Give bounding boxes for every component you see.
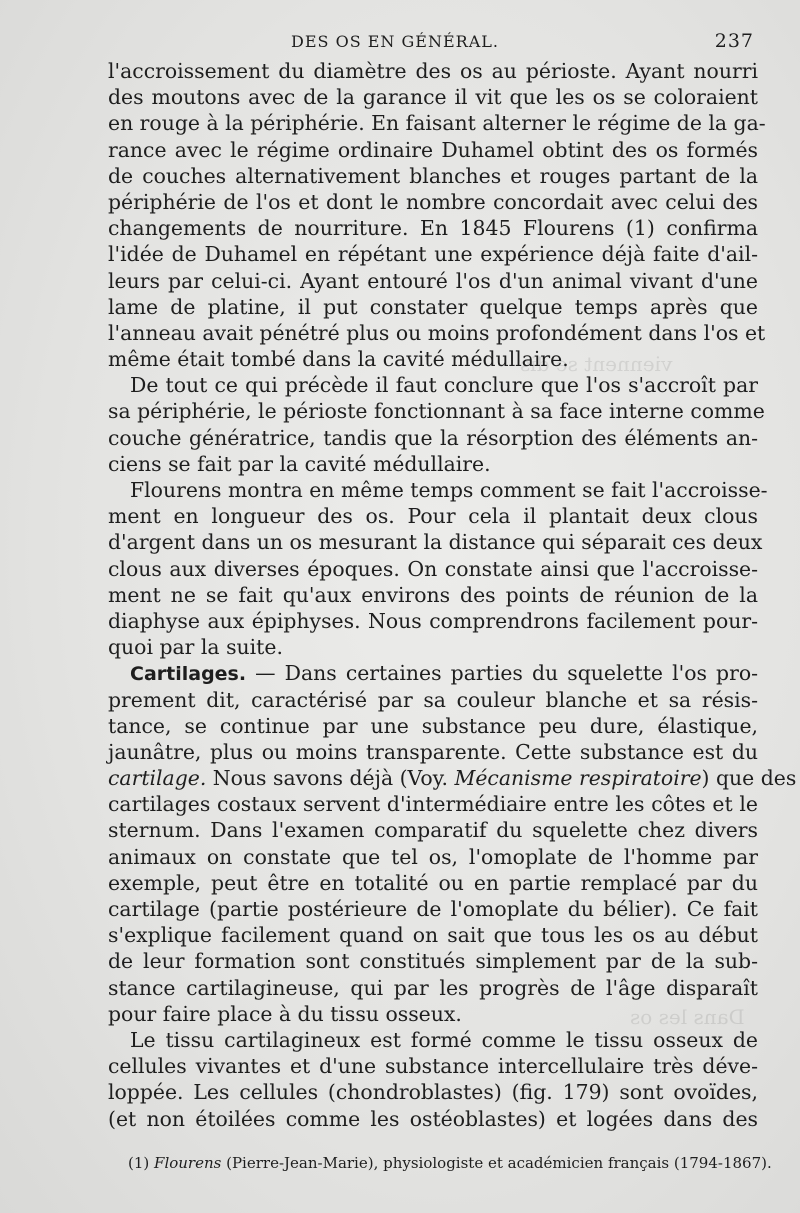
body-text [108, 58, 797, 1132]
footnote-name: Flourens [154, 1154, 222, 1172]
running-header [0, 32, 800, 56]
cross-reference-title: Mécanisme respiratoire [454, 766, 702, 791]
text-line: périphérie de l'os et dont le nombre concordait avec celui des [108, 189, 758, 214]
text-line: (et non étoilées comme les ostéoblastes) et logées dans des [108, 1106, 758, 1131]
page-number: 237 [714, 30, 754, 52]
text-line: De tout ce qui précède il faut conclure que l'os s'accroît par [130, 373, 758, 398]
text-line: pour faire place à du tissu osseux. [108, 1001, 462, 1026]
text-line [108, 765, 797, 791]
text-line: animaux on constate que tel os, l'omoplate de l'homme par [108, 844, 758, 869]
italic-term: cartilage. [108, 766, 207, 791]
text-line: stance cartilagineuse, qui par les progrès de l'âge disparaît [108, 975, 758, 1000]
text-span: ) que des [701, 766, 797, 791]
text-line: leurs par celui-ci. Ayant entouré l'os d'un animal vivant d'une [108, 268, 758, 293]
text-line: l'idée de Duhamel en répétant une expérience déjà faite d'ail- [108, 242, 758, 267]
running-title: DES OS EN GÉNÉRAL. [291, 32, 499, 51]
text-line: l'accroissement du diamètre des os au périoste. Ayant nourri [108, 59, 758, 83]
text-line: Flourens montra en même temps comment se fait l'accroisse- [130, 478, 768, 502]
text-line: cellules vivantes et d'une substance intercellulaire très déve- [108, 1054, 758, 1079]
text-line: des moutons avec de la garance il vit que les os se coloraient [108, 85, 758, 110]
text-line: quoi par la suite. [108, 635, 283, 660]
show-through-texture: viennent se dis [520, 352, 673, 376]
text-span: Nous savons déjà (Voy. [206, 766, 455, 791]
show-through-texture: Dans les os [630, 1005, 745, 1029]
footnote-text: (Pierre-Jean-Marie), physiologiste et académicien français (1794-1867). [221, 1154, 772, 1172]
text-line: tance, se continue par une substance peu dure, élastique, [108, 713, 758, 738]
text-line: cartilages costaux servent d'intermédiaire entre les côtes et le [108, 792, 758, 817]
text-line: s'explique facilement quand on sait que tous les os au début [108, 923, 758, 948]
text-line: ciens se fait par la cavité médullaire. [108, 451, 491, 476]
text-line: rance avec le régime ordinaire Duhamel obtint des os formés [108, 137, 758, 162]
text-line: cartilage (partie postérieure de l'omoplate du bélier). Ce fait [108, 897, 758, 921]
text-line: lame de platine, il put constater quelque temps après que [108, 294, 758, 319]
text-line: Le tissu cartilagineux est formé comme le tissu osseux de [130, 1027, 758, 1052]
text-line: ment en longueur des os. Pour cela il plantait deux clous [108, 504, 758, 529]
text-line: changements de nourriture. En 1845 Flourens (1) confirma [108, 216, 758, 241]
text-line [108, 660, 758, 686]
text-line: exemple, peut être en totalité ou en partie remplacé par du [108, 870, 758, 895]
text-span: — Dans certaines parties du squelette l'os pro- [246, 661, 758, 686]
text-line: l'anneau avait pénétré plus ou moins profondément dans l'os et [108, 320, 766, 345]
text-line: prement dit, caractérisé par sa couleur blanche et sa résis- [108, 687, 758, 712]
text-line: clous aux diverses époques. On constate ainsi que l'accroisse- [108, 556, 758, 581]
text-line: diaphyse aux épiphyses. Nous comprendrons facilement pour- [108, 608, 758, 633]
text-line: couche génératrice, tandis que la résorption des éléments an- [108, 425, 758, 450]
footnote-marker: (1) [128, 1154, 150, 1172]
text-line: jaunâtre, plus ou moins transparente. Cette substance est du [108, 739, 758, 764]
text-line: même était tombé dans la cavité médullaire. [108, 347, 569, 372]
text-line: loppée. Les cellules (chondroblastes) (fig. 179) sont ovoïdes, [108, 1080, 758, 1105]
section-heading-cartilages: Cartilages. [130, 663, 247, 686]
text-line: sternum. Dans l'examen comparatif du squelette chez divers [108, 818, 758, 843]
footnote [128, 1154, 772, 1172]
text-line: de leur formation sont constitués simplement par de la sub- [108, 949, 758, 974]
text-line: sa périphérie, le périoste fonctionnant à sa face interne comme [108, 399, 765, 424]
text-line: ment ne se fait qu'aux environs des points de réunion de la [108, 582, 758, 607]
text-line: d'argent dans un os mesurant la distance qui séparait ces deux [108, 530, 763, 555]
text-line: en rouge à la périphérie. En faisant alterner le régime de la ga- [108, 111, 766, 136]
text-line: de couches alternativement blanches et rouges partant de la [108, 163, 758, 188]
